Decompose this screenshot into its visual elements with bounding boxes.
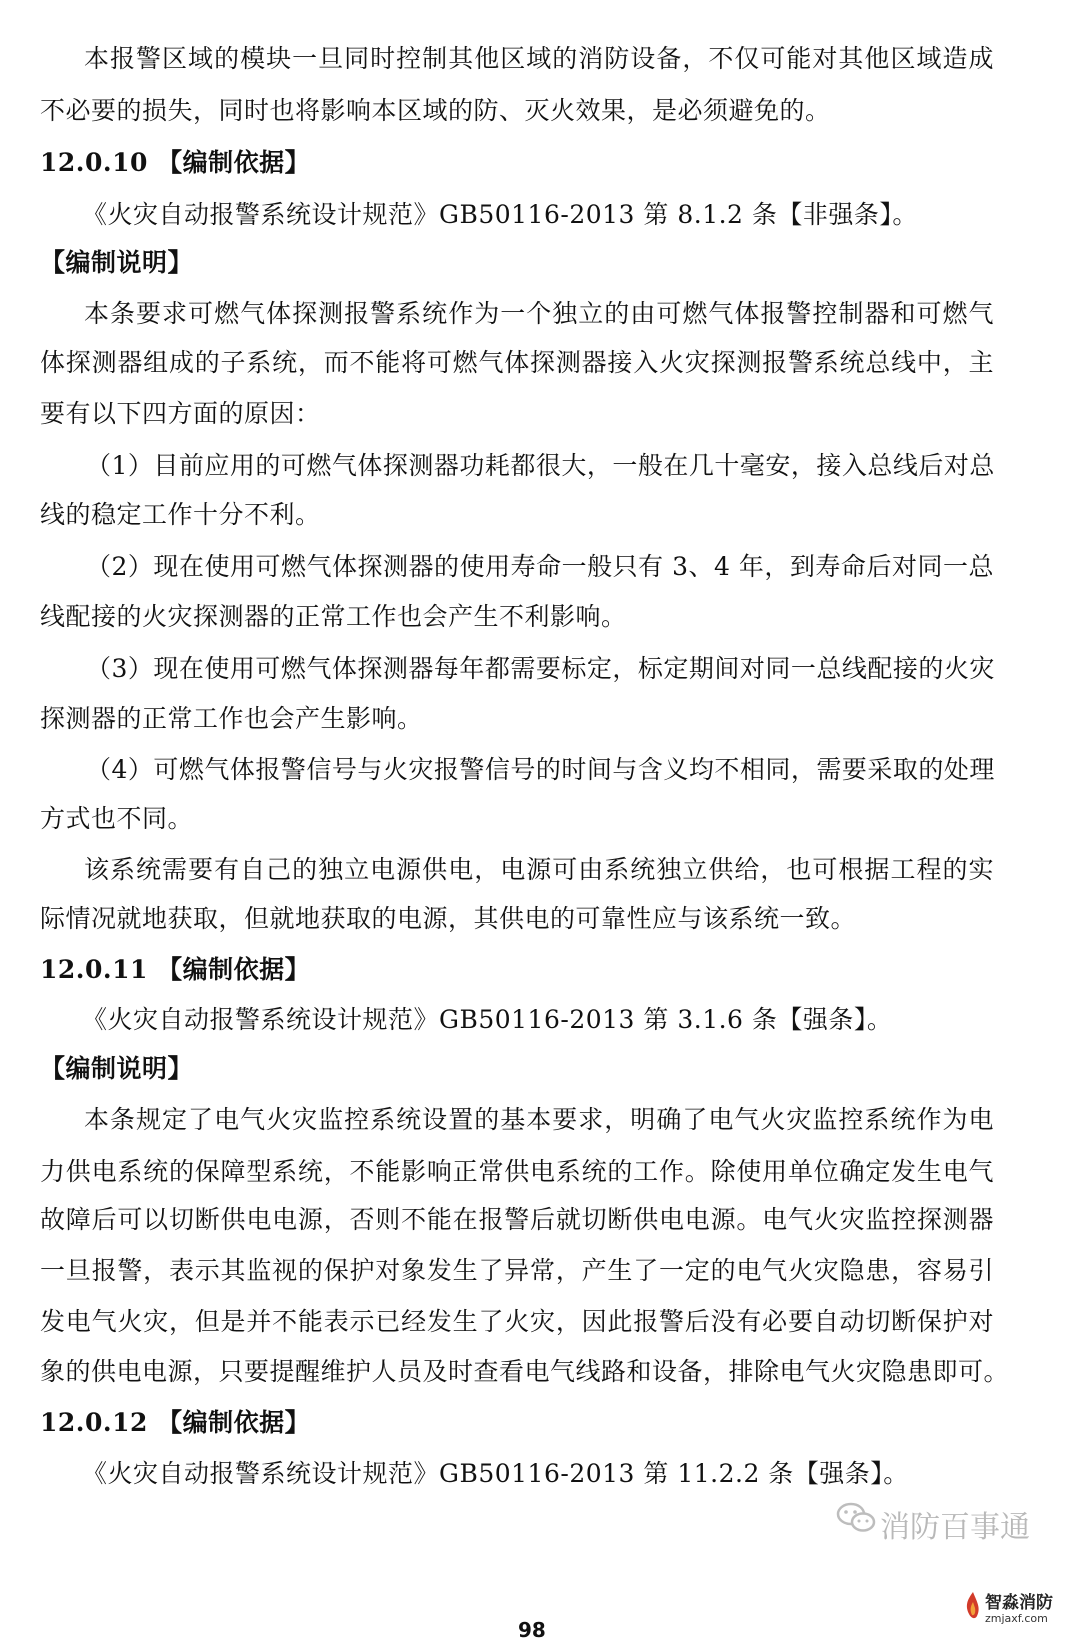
text-line: 象的供电电源，只要提醒维护人员及时查看电气线路和设备，排除电气火灾隐患即可。 [40, 1357, 1010, 1386]
text-line: （4）可燃气体报警信号与火灾报警信号的时间与含义均不相同，需要采取的处理 [86, 755, 995, 784]
text-line: 线配接的火灾探测器的正常工作也会产生不利影响。 [40, 602, 627, 631]
text-line: （2）现在使用可燃气体探测器的使用寿命一般只有 3、4 年，到寿命后对同一总 [86, 552, 994, 581]
site-logo [963, 1588, 1073, 1640]
text-line: （1）目前应用的可燃气体探测器功耗都很大，一般在几十毫安，接入总线后对总 [86, 451, 995, 480]
logo-text: 智淼消防 [985, 1593, 1053, 1613]
text-line: 《火灾自动报警系统设计规范》GB50116-2013 第 8.1.2 条【非强条】。 [82, 200, 918, 229]
text-line: 要有以下四方面的原因： [40, 399, 321, 428]
text-line: 际情况就地获取，但就地获取的电源，其供电的可靠性应与该系统一致。 [40, 904, 857, 933]
text-line: 力供电系统的保障型系统，不能影响正常供电系统的工作。除使用单位确定发生电气 [40, 1157, 994, 1186]
text-line: 《火灾自动报警系统设计规范》GB50116-2013 第 11.2.2 条【强条】。 [82, 1459, 909, 1488]
text-line: 故障后可以切断供电电源，否则不能在报警后就切断供电电源。电气火灾监控探测器 [40, 1205, 994, 1234]
text-line: 方式也不同。 [40, 804, 194, 833]
section-heading: 12.0.12 【编制依据】 [40, 1408, 311, 1437]
text-line: 不必要的损失，同时也将影响本区域的防、灭火效果，是必须避免的。 [40, 96, 831, 125]
text-line: 本条要求可燃气体探测报警系统作为一个独立的由可燃气体报警控制器和可燃气 [84, 299, 994, 328]
text-line: 《火灾自动报警系统设计规范》GB50116-2013 第 3.1.6 条【强条】。 [82, 1005, 893, 1034]
watermark-text: 消防百事通 [880, 1510, 1030, 1545]
text-line: 发电气火灾，但是并不能表示已经发生了火灾，因此报警后没有必要自动切断保护对 [40, 1307, 994, 1336]
subheading: 【编制说明】 [40, 248, 194, 277]
text-line: 探测器的正常工作也会产生影响。 [40, 704, 423, 733]
wechat-icon [836, 1500, 876, 1536]
text-line: 体探测器组成的子系统，而不能将可燃气体探测器接入火灾探测报警系统总线中，主 [40, 348, 994, 377]
section-heading: 12.0.10 【编制依据】 [40, 148, 311, 177]
text-line: 本条规定了电气火灾监控系统设置的基本要求，明确了电气火灾监控系统作为电 [84, 1105, 994, 1134]
text-line: 线的稳定工作十分不利。 [40, 500, 321, 529]
text-line: 一旦报警，表示其监视的保护对象发生了异常，产生了一定的电气火灾隐患，容易引 [40, 1256, 994, 1285]
flame-logo-icon [963, 1590, 983, 1624]
logo-url: zmjaxf.com [985, 1612, 1048, 1625]
text-line: 本报警区域的模块一旦同时控制其他区域的消防设备，不仅可能对其他区域造成 [84, 44, 994, 73]
text-line: 该系统需要有自己的独立电源供电，电源可由系统独立供给，也可根据工程的实 [84, 855, 994, 884]
page-number: 98 [518, 1618, 546, 1642]
text-line: （3）现在使用可燃气体探测器每年都需要标定，标定期间对同一总线配接的火灾 [86, 654, 995, 683]
subheading: 【编制说明】 [40, 1054, 194, 1083]
section-heading: 12.0.11 【编制依据】 [40, 955, 311, 984]
